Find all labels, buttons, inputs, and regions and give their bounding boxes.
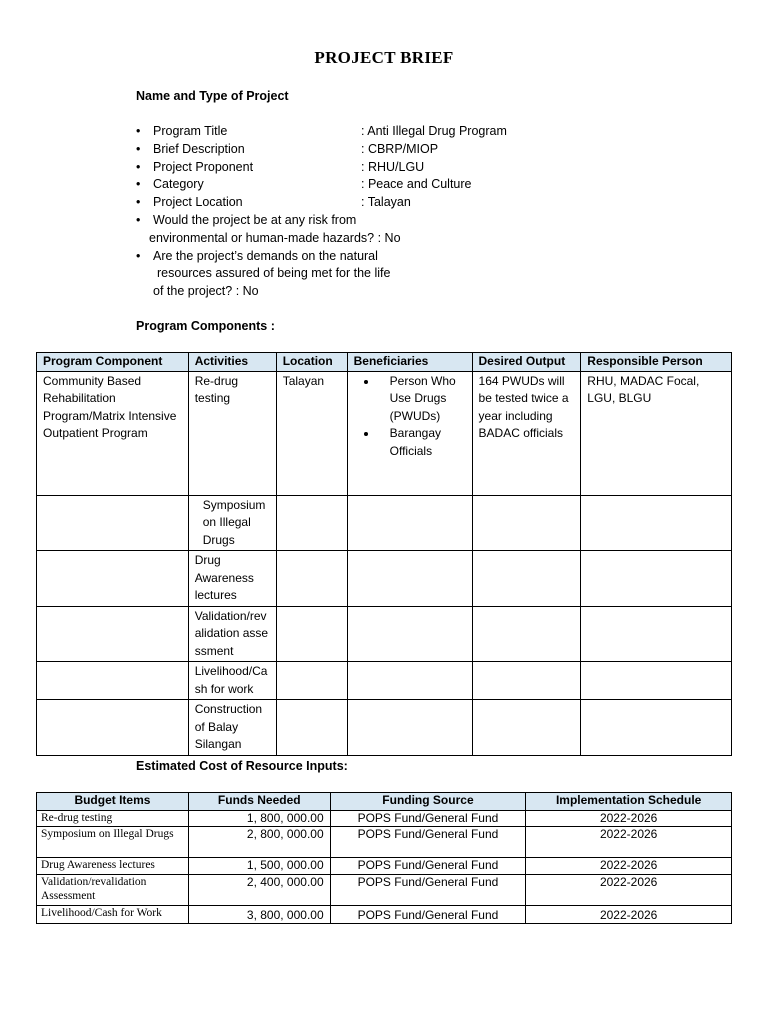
document-title: PROJECT BRIEF — [314, 48, 454, 67]
cell-budget-item: Symposium on Illegal Drugs — [37, 827, 189, 858]
cell-schedule: 2022-2026 — [526, 827, 732, 858]
header-funds-needed: Funds Needed — [188, 793, 330, 811]
header-beneficiaries: Beneficiaries — [347, 353, 472, 372]
cell-budget-item: Validation/revalidation Assessment — [37, 875, 189, 906]
cell-activity: Construction of Balay Silangan — [188, 700, 276, 756]
beneficiary-item: • Barangay Officials — [378, 425, 466, 460]
header-budget-items: Budget Items — [37, 793, 189, 811]
table-header-row — [37, 793, 732, 811]
cell-source: POPS Fund/General Fund — [330, 858, 526, 875]
header-responsible-person: Responsible Person — [581, 353, 732, 372]
cost-heading: Estimated Cost of Resource Inputs: — [136, 759, 348, 773]
bullet-value: : RHU/LGU — [361, 159, 425, 174]
bullet-icon: • — [136, 141, 141, 156]
question-line: Would the project be at any risk from — [153, 212, 357, 227]
header-funding-source: Funding Source — [330, 793, 526, 811]
bullet-value: : Anti Illegal Drug Program — [361, 124, 507, 138]
cell-source: POPS Fund/General Fund — [330, 906, 526, 924]
cell-schedule: 2022-2026 — [526, 875, 732, 906]
bullet-icon: • — [136, 159, 141, 174]
bullet-icon: • — [136, 177, 141, 192]
header-location: Location — [276, 353, 347, 372]
cell-budget-item: Re-drug testing — [37, 811, 189, 827]
cell-funds: 1, 800, 000.00 — [188, 811, 330, 827]
table-row — [37, 551, 732, 607]
cell-activity: Re-drug testing — [188, 371, 276, 495]
bullet-value: : CBRP/MIOP — [361, 141, 439, 156]
table-row — [37, 662, 732, 700]
cell-funds: 1, 500, 000.00 — [188, 858, 330, 875]
table-header-row — [37, 353, 732, 372]
bullet-value: : Peace and Culture — [361, 177, 472, 192]
table-row — [37, 906, 732, 924]
cell-activity: Symposium on Illegal Drugs — [188, 495, 276, 551]
cost-table — [36, 792, 732, 924]
cell-schedule: 2022-2026 — [526, 906, 732, 924]
table-row — [37, 371, 732, 495]
cell-activity: Livelihood/Cash for work — [188, 662, 276, 700]
bullet-icon: • — [136, 248, 141, 263]
bullet-icon: • — [136, 124, 141, 138]
table-row — [37, 606, 732, 662]
cell-funds: 3, 800, 000.00 — [188, 906, 330, 924]
bullet-label: Brief Description — [153, 141, 245, 156]
cell-funds: 2, 400, 000.00 — [188, 875, 330, 906]
bullet-label: Project Location — [153, 195, 243, 210]
header-program-component: Program Component — [37, 353, 189, 372]
question-line: Are the project’s demands on the natural — [153, 248, 378, 263]
bullet-icon: • — [136, 212, 141, 227]
cell-component: Community Based Rehabilitation Program/Matrix Intensive Outpatient Program — [37, 371, 189, 495]
question-line: environmental or human-made hazards? : No — [149, 230, 401, 245]
cell-budget-item: Drug Awareness lectures — [37, 858, 189, 875]
cell-activity: Drug Awareness lectures — [188, 551, 276, 607]
question-line: resources assured of being met for the life — [157, 266, 391, 281]
cell-beneficiaries — [347, 371, 472, 495]
program-components-table — [36, 352, 732, 756]
beneficiary-item: • Person Who Use Drugs (PWUDs) — [378, 373, 466, 426]
header-implementation-schedule: Implementation Schedule — [526, 793, 732, 811]
bullet-label: Program Title — [153, 124, 228, 138]
cell-schedule: 2022-2026 — [526, 858, 732, 875]
cell-schedule: 2022-2026 — [526, 811, 732, 827]
table-row — [37, 875, 732, 906]
table-row — [37, 811, 732, 827]
components-heading: Program Components : — [136, 319, 275, 333]
bullet-icon: • — [136, 195, 141, 210]
cell-activity: Validation/revalidation assessment — [188, 606, 276, 662]
bullet-value: : Talayan — [361, 195, 411, 210]
cell-responsible: RHU, MADAC Focal, LGU, BLGU — [581, 371, 732, 495]
cell-source: POPS Fund/General Fund — [330, 811, 526, 827]
cell-source: POPS Fund/General Fund — [330, 875, 526, 906]
bullet-label: Project Proponent — [153, 159, 254, 174]
table-row — [37, 700, 732, 756]
cell-funds: 2, 800, 000.00 — [188, 827, 330, 858]
cell-budget-item: Livelihood/Cash for Work — [37, 906, 189, 924]
table-row — [37, 495, 732, 551]
name-type-heading: Name and Type of Project — [136, 89, 289, 103]
question-line: of the project? : No — [153, 284, 259, 299]
header-activities: Activities — [188, 353, 276, 372]
bullet-label: Category — [153, 177, 204, 192]
table-row — [37, 827, 732, 858]
table-row — [37, 858, 732, 875]
header-desired-output: Desired Output — [472, 353, 581, 372]
cell-desired-output: 164 PWUDs will be tested twice a year including BADAC officials — [472, 371, 581, 495]
cell-source: POPS Fund/General Fund — [330, 827, 526, 858]
cell-location: Talayan — [276, 371, 347, 495]
